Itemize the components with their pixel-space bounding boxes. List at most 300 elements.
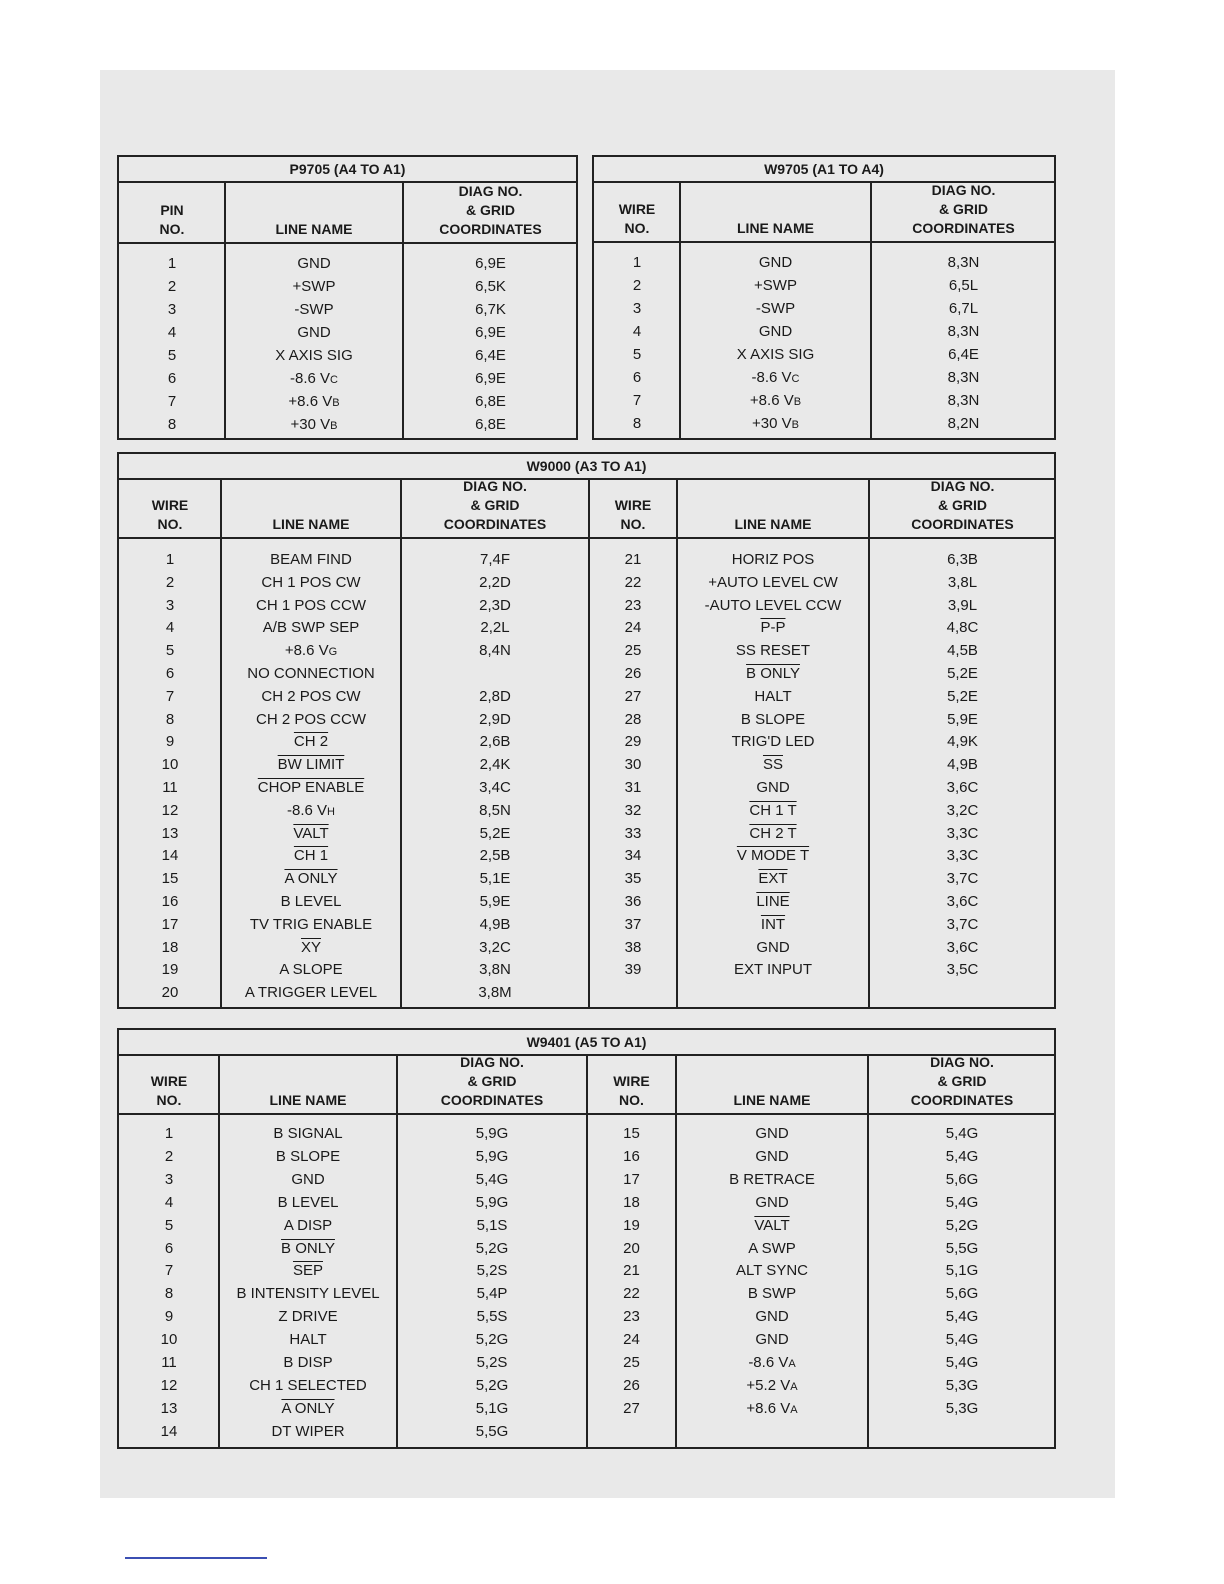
row-number: 17 <box>623 1170 640 1188</box>
row-coordinates: 5,2S <box>476 1354 508 1371</box>
header-number: WIRE NO. <box>151 497 189 532</box>
row-coordinates: 6,9E <box>475 370 506 387</box>
row-number: 7 <box>632 392 642 409</box>
row-line-name <box>221 890 401 913</box>
row-coordinates: 6,9E <box>475 255 506 272</box>
row-number: 5 <box>165 642 175 660</box>
row-line-name <box>680 343 871 366</box>
row-coordinates: 5,9E <box>947 710 978 728</box>
row-line-name <box>225 321 403 344</box>
row-coordinates: 6,4E <box>948 346 979 363</box>
row-line-name <box>221 616 401 639</box>
header-diag-coordinates: DIAG NO. & GRID COORDINATES <box>910 1054 1014 1108</box>
line-name-text: B LEVEL <box>277 1193 339 1211</box>
row-line-name <box>221 639 401 662</box>
row-coordinates: 5,4G <box>945 1125 979 1142</box>
line-name-text: A/B SWP SEP <box>262 619 360 637</box>
row-coordinates: 3,4C <box>479 779 511 796</box>
table-header <box>594 181 1054 243</box>
row-coordinates: 3,9L <box>947 596 978 614</box>
row-coordinates: 5,6G <box>945 1285 979 1303</box>
row-coordinates: 5,2E <box>947 665 978 682</box>
row-number: 35 <box>624 870 642 888</box>
row-line-name <box>677 844 869 867</box>
line-name-text: +SWP <box>754 277 797 294</box>
row-number: 15 <box>623 1125 640 1142</box>
row-number: 14 <box>161 847 179 865</box>
row-number: 27 <box>624 687 642 705</box>
row-coordinates: 8,3N <box>947 254 980 271</box>
row-number: 37 <box>624 915 642 933</box>
line-name-text: B DISP <box>283 1354 333 1371</box>
row-coordinates: 8,2N <box>947 415 980 432</box>
row-coordinates: 8,3N <box>947 369 980 386</box>
row-number: 21 <box>623 1262 640 1280</box>
row-coordinates: 6,5L <box>948 277 979 294</box>
line-name-subscript: A <box>790 1403 798 1416</box>
row-number: 6 <box>164 1239 174 1257</box>
row-number: 23 <box>624 596 642 614</box>
line-name-subscript: A <box>788 1358 796 1370</box>
line-name-text: +8.6 V <box>746 1399 791 1417</box>
row-number: 11 <box>162 779 178 796</box>
row-coordinates: 5,1G <box>945 1262 979 1280</box>
row-number: 1 <box>165 551 175 568</box>
line-name-text: CH 2 POS CW <box>261 687 361 705</box>
row-number: 10 <box>160 1331 178 1349</box>
line-name-text: A SLOPE <box>279 961 343 979</box>
row-coordinates: 3,6C <box>946 938 979 956</box>
line-name-text: P-P <box>760 619 786 637</box>
row-coordinates: 2,3D <box>479 596 511 614</box>
row-number: 22 <box>623 1285 640 1303</box>
row-number: 8 <box>164 1285 174 1303</box>
row-number: 20 <box>623 1239 640 1257</box>
row-number: 1 <box>167 255 177 272</box>
row-coordinates: 2,8D <box>479 687 511 705</box>
row-line-name <box>225 298 403 321</box>
header-line-name: LINE NAME <box>275 221 353 237</box>
row-coordinates: 7,4F <box>479 551 510 568</box>
row-number: 5 <box>164 1216 174 1234</box>
row-line-name <box>219 1122 397 1145</box>
row-line-name <box>676 1282 868 1305</box>
line-name-text: +AUTO LEVEL CW <box>708 573 838 591</box>
row-coordinates: 8,3N <box>947 323 980 340</box>
row-coordinates: 4,9B <box>947 756 978 774</box>
line-name-text: A SWP <box>748 1239 796 1257</box>
row-number: 13 <box>161 824 179 842</box>
row-line-name <box>219 1168 397 1191</box>
row-coordinates: 5,4G <box>945 1331 979 1349</box>
row-number: 1 <box>164 1125 174 1142</box>
row-coordinates: 5,9G <box>475 1193 509 1211</box>
line-name-text: BW LIMIT <box>277 756 345 774</box>
row-line-name <box>221 662 401 685</box>
row-line-name <box>221 594 401 617</box>
line-name-text: $\overline{INT}$ <box>760 915 786 933</box>
table-title: W9705 (A1 TO A4) <box>594 157 1054 183</box>
row-coordinates: 5,1G <box>475 1399 509 1417</box>
row-number: 4 <box>167 324 177 341</box>
line-name-text: CHOP ENABLE <box>257 779 365 796</box>
row-line-name <box>221 753 401 776</box>
row-coordinates: 8,5N <box>479 801 511 819</box>
line-name-text: -AUTO LEVEL CCW <box>704 596 842 614</box>
row-number: 22 <box>624 573 642 591</box>
row-line-name <box>676 1214 868 1237</box>
row-line-name <box>676 1374 868 1397</box>
row-coordinates: 5,6G <box>945 1170 979 1188</box>
line-name-text: -8.6 V <box>748 1354 789 1371</box>
row-coordinates: 5,2E <box>479 824 511 842</box>
row-number: 7 <box>164 1262 174 1280</box>
line-name-text: B ONLY <box>281 1239 335 1257</box>
row-coordinates: 8,4N <box>479 642 511 660</box>
row-coordinates: 5,1S <box>476 1216 508 1234</box>
row-number: 16 <box>161 893 179 910</box>
row-number: 33 <box>624 824 642 842</box>
row-line-name <box>680 366 871 389</box>
row-line-name <box>677 639 869 662</box>
row-number: 21 <box>624 551 642 568</box>
row-number: 14 <box>160 1422 178 1440</box>
line-name-text: -8.6 V <box>751 369 792 386</box>
row-number: 3 <box>632 300 642 317</box>
w9705-table <box>592 155 1056 440</box>
header-number: WIRE NO. <box>614 497 652 532</box>
line-name-text: Z DRIVE <box>278 1308 338 1326</box>
line-name-text: CH 1 POS CCW <box>255 596 366 614</box>
row-line-name <box>677 616 869 639</box>
row-line-name <box>677 571 869 594</box>
row-number: 27 <box>623 1399 640 1417</box>
row-coordinates: 2,4K <box>479 756 511 774</box>
row-coordinates: 3,3C <box>946 824 979 842</box>
row-coordinates: 4,8C <box>946 619 979 637</box>
row-coordinates: 5,2G <box>945 1216 979 1234</box>
line-name-text: +8.6 V <box>284 642 329 660</box>
row-number: 8 <box>167 416 177 433</box>
row-number: 5 <box>167 347 177 364</box>
row-line-name <box>221 685 401 708</box>
footer-rule <box>125 1557 267 1559</box>
row-number: 10 <box>161 756 179 774</box>
row-coordinates: 2,6B <box>479 733 511 751</box>
row-line-name <box>225 344 403 367</box>
row-number: 26 <box>624 665 642 682</box>
row-number: 15 <box>161 870 179 888</box>
row-line-name <box>676 1191 868 1214</box>
row-line-name <box>677 685 869 708</box>
line-name-text: CH 1 POS CW <box>261 573 361 591</box>
row-line-name <box>219 1420 397 1443</box>
row-line-name <box>225 367 403 390</box>
row-line-name <box>680 412 871 435</box>
row-number: 6 <box>632 369 642 386</box>
row-coordinates: 5,4G <box>945 1193 979 1211</box>
row-number: 32 <box>624 801 642 819</box>
row-coordinates: 5,4G <box>945 1354 979 1371</box>
row-coordinates: 3,8N <box>479 961 511 979</box>
line-name-subscript: C <box>791 373 800 385</box>
row-coordinates: 3,8M <box>478 984 512 1002</box>
row-coordinates: 3,6C <box>946 893 979 910</box>
row-line-name <box>225 390 403 413</box>
row-number: 4 <box>165 619 175 637</box>
row-line-name <box>219 1214 397 1237</box>
row-line-name <box>219 1351 397 1374</box>
line-name-text: GND <box>755 1331 789 1349</box>
line-name-text: DT WIPER <box>271 1422 345 1440</box>
row-number: 9 <box>164 1308 174 1326</box>
line-name-text: CH 2 POS CCW <box>255 710 366 728</box>
row-coordinates: 2,2L <box>480 619 510 637</box>
line-name-text: +8.6 V <box>288 393 333 410</box>
line-name-text: $\overline{EXT}$ <box>758 870 788 888</box>
row-number: 20 <box>161 984 179 1002</box>
row-line-name <box>676 1168 868 1191</box>
row-line-name <box>677 594 869 617</box>
row-coordinates: 6,8E <box>475 416 506 433</box>
header-diag-coordinates: DIAG NO. & GRID COORDINATES <box>440 1054 544 1108</box>
line-name-text: $\overline{XY}$ <box>300 938 321 956</box>
line-name-text: B SLOPE <box>275 1147 341 1165</box>
row-line-name <box>676 1145 868 1168</box>
w9401-table <box>117 1028 1056 1449</box>
row-coordinates: 3,6C <box>946 779 979 796</box>
row-line-name <box>677 822 869 845</box>
row-line-name <box>676 1259 868 1282</box>
row-number: 6 <box>165 665 175 682</box>
line-name-text: -SWP <box>294 301 334 318</box>
row-coordinates: 5,9E <box>479 893 511 910</box>
row-line-name <box>677 776 869 799</box>
line-name-text: EXT INPUT <box>733 961 813 979</box>
row-line-name <box>219 1237 397 1260</box>
row-number: 34 <box>624 847 642 865</box>
row-number: 4 <box>164 1193 174 1211</box>
row-number: 4 <box>632 323 642 340</box>
line-name-text: +5.2 V <box>746 1376 791 1394</box>
row-number: 1 <box>632 254 642 271</box>
row-coordinates: 5,5S <box>476 1308 508 1326</box>
row-number: 7 <box>165 687 175 705</box>
header-number: WIRE NO. <box>618 201 656 236</box>
row-coordinates: 2,9D <box>479 710 511 728</box>
row-line-name <box>680 389 871 412</box>
row-number: 18 <box>161 938 179 956</box>
row-coordinates: 5,9G <box>475 1125 509 1142</box>
line-name-text: GND <box>297 324 331 341</box>
w9000-table <box>117 452 1056 1009</box>
line-name-text: GND <box>755 1193 789 1211</box>
line-name-text: B RETRACE <box>729 1170 815 1188</box>
row-coordinates: 3,5C <box>946 961 979 979</box>
row-number: 39 <box>624 961 642 979</box>
row-line-name <box>225 413 403 436</box>
row-line-name <box>680 274 871 297</box>
header-line-name: LINE NAME <box>734 516 812 532</box>
row-coordinates: 5,2S <box>476 1262 508 1280</box>
row-line-name <box>677 730 869 753</box>
line-name-text: CH 1 SELECTED <box>249 1376 367 1394</box>
line-name-text: $\overline{SEP}$ <box>292 1262 323 1280</box>
row-line-name <box>221 981 401 1004</box>
table-header <box>119 181 576 244</box>
header-number: PIN NO. <box>159 202 185 237</box>
row-coordinates: 3,2C <box>479 938 511 956</box>
line-name-text: B LEVEL <box>280 893 342 910</box>
line-name-text: -SWP <box>755 300 796 317</box>
row-coordinates: 5,2G <box>475 1331 509 1349</box>
row-number: 8 <box>165 710 175 728</box>
row-number: 30 <box>624 756 642 774</box>
row-line-name <box>225 252 403 275</box>
row-number: 5 <box>632 346 642 363</box>
row-number: 36 <box>624 893 642 910</box>
row-line-name <box>221 708 401 731</box>
row-number: 29 <box>624 733 642 751</box>
row-number: 19 <box>623 1216 640 1234</box>
line-name-subscript: G <box>328 646 338 659</box>
line-name-text: NO CONNECTION <box>247 665 375 682</box>
row-coordinates: 3,7C <box>946 870 979 888</box>
line-name-text: CH 1 <box>293 847 329 865</box>
row-coordinates: 4,9B <box>479 915 511 933</box>
line-name-text: V MODE T <box>736 847 810 865</box>
line-name-text: A ONLY <box>284 870 338 888</box>
row-coordinates: 3,3C <box>946 847 979 865</box>
header-number: WIRE NO. <box>613 1073 650 1108</box>
row-line-name <box>677 662 869 685</box>
row-coordinates: 5,4G <box>475 1170 509 1188</box>
row-coordinates: 5,4P <box>476 1285 508 1303</box>
row-coordinates: 5,9G <box>475 1147 509 1165</box>
line-name-text: GND <box>758 323 793 340</box>
line-name-subscript: H <box>327 805 335 818</box>
row-number: 23 <box>623 1308 640 1326</box>
line-name-text: CH 2 <box>293 733 329 751</box>
row-line-name <box>676 1351 868 1374</box>
row-coordinates: 2,2D <box>479 573 511 591</box>
row-line-name <box>219 1397 397 1420</box>
row-coordinates: 6,4E <box>475 347 506 364</box>
row-number: 12 <box>160 1376 178 1394</box>
line-name-text: VALT <box>754 1216 790 1234</box>
row-number: 25 <box>624 642 642 660</box>
row-coordinates: 2,5B <box>479 847 511 865</box>
line-name-text: VALT <box>293 824 329 842</box>
header-line-name: LINE NAME <box>272 516 350 532</box>
line-name-text: ALT SYNC <box>736 1262 808 1280</box>
row-number: 28 <box>624 710 642 728</box>
line-name-text: B SLOPE <box>740 710 806 728</box>
row-line-name <box>221 913 401 936</box>
line-name-text: +30 V <box>290 416 331 433</box>
row-number: 3 <box>164 1170 174 1188</box>
row-line-name <box>221 730 401 753</box>
row-coordinates: 6,3B <box>947 551 978 568</box>
line-name-text: +SWP <box>292 278 336 295</box>
row-line-name <box>676 1397 868 1420</box>
line-name-text: GND <box>756 938 790 956</box>
line-name-text: X AXIS SIG <box>275 347 353 364</box>
line-name-text: GND <box>755 1125 789 1142</box>
row-number: 26 <box>623 1376 640 1394</box>
row-line-name <box>219 1374 397 1397</box>
row-line-name <box>680 297 871 320</box>
table-title: W9000 (A3 TO A1) <box>119 454 1054 480</box>
row-coordinates: 5,2E <box>947 687 978 705</box>
row-number: 8 <box>632 415 642 432</box>
row-coordinates: 3,8L <box>947 573 978 591</box>
row-line-name <box>677 936 869 959</box>
row-line-name <box>219 1282 397 1305</box>
table-title: P9705 (A4 TO A1) <box>119 157 576 183</box>
row-number: 17 <box>161 915 179 933</box>
row-coordinates: 5,4G <box>945 1308 979 1326</box>
line-name-text: A TRIGGER LEVEL <box>244 984 378 1002</box>
header-diag-coordinates: DIAG NO. & GRID COORDINATES <box>443 478 547 532</box>
line-name-subscript: A <box>790 1380 798 1393</box>
line-name-text: GND <box>756 779 790 796</box>
line-name-text: GND <box>291 1170 325 1188</box>
row-coordinates: 3,7C <box>946 915 979 933</box>
line-name-text: SS RESET <box>735 642 811 660</box>
row-number: 16 <box>623 1147 640 1165</box>
row-line-name <box>677 799 869 822</box>
row-coordinates: 5,5G <box>475 1422 509 1440</box>
line-name-text: TV TRIG ENABLE <box>249 915 373 933</box>
header-line-name: LINE NAME <box>269 1092 347 1108</box>
row-line-name <box>676 1122 868 1145</box>
row-number: 19 <box>161 961 179 979</box>
line-name-text: BEAM FIND <box>270 551 352 568</box>
row-number: 11 <box>161 1354 177 1371</box>
row-number: 2 <box>164 1147 174 1165</box>
row-line-name <box>221 958 401 981</box>
row-coordinates: 8,3N <box>947 392 980 409</box>
header-diag-coordinates: DIAG NO. & GRID COORDINATES <box>912 182 1015 236</box>
line-name-text: CH 1 T <box>749 801 797 819</box>
row-coordinates: 5,3G <box>945 1399 979 1417</box>
row-line-name <box>219 1259 397 1282</box>
row-line-name <box>676 1305 868 1328</box>
line-name-text: +8.6 V <box>749 392 794 409</box>
row-number: 2 <box>165 573 175 591</box>
header-line-name: LINE NAME <box>733 1092 811 1108</box>
line-name-subscript: C <box>330 374 338 386</box>
row-line-name <box>677 890 869 913</box>
header-line-name: LINE NAME <box>737 220 814 236</box>
row-line-name <box>221 867 401 890</box>
table-header <box>119 478 1054 539</box>
row-coordinates: 6,5K <box>475 278 506 295</box>
row-line-name <box>680 320 871 343</box>
row-coordinates: 6,7L <box>948 300 979 317</box>
line-name-text: -8.6 V <box>290 370 331 387</box>
row-line-name <box>219 1191 397 1214</box>
row-line-name <box>221 799 401 822</box>
line-name-text: TRIG'D LED <box>731 733 815 751</box>
row-line-name <box>677 753 869 776</box>
row-line-name <box>219 1305 397 1328</box>
row-number: 24 <box>623 1331 640 1349</box>
row-number: 18 <box>623 1193 640 1211</box>
row-coordinates: 5,2G <box>475 1239 509 1257</box>
row-number: 24 <box>624 619 642 637</box>
